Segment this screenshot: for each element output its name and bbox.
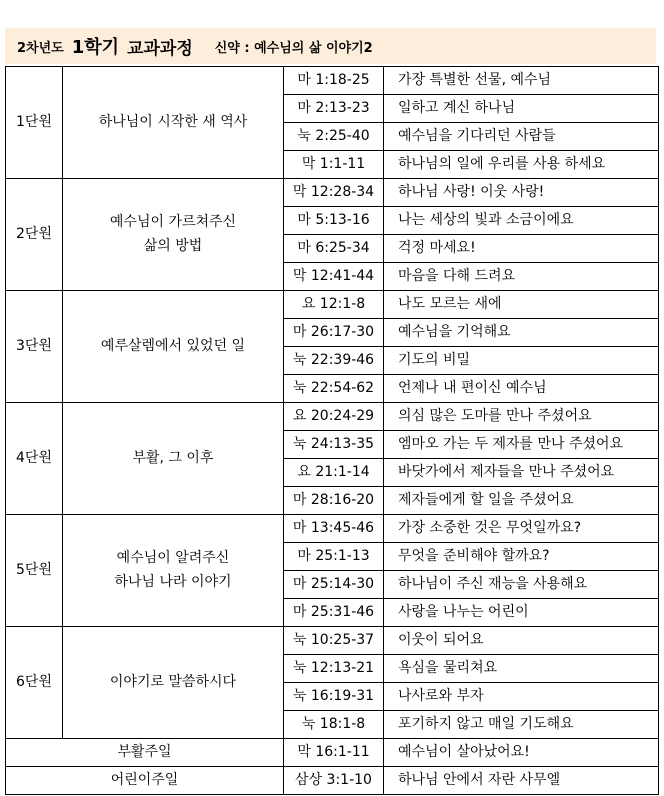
lesson-title: 하나님 안에서 자란 사무엘 xyxy=(384,767,659,795)
scripture-reference: 마 26:17-30 xyxy=(284,319,384,347)
lesson-title: 하나님의 일에 우리를 사용 하세요 xyxy=(384,151,659,179)
scripture-reference: 눅 10:25-37 xyxy=(284,627,384,655)
course-subtitle: 신약 : 예수님의 삶 이야기2 xyxy=(214,40,373,56)
unit-label: 1단원 xyxy=(6,67,63,179)
lesson-title: 가장 소중한 것은 무엇일까요? xyxy=(384,515,659,543)
term-label: 1학기 xyxy=(71,37,120,58)
scripture-reference: 눅 18:1-8 xyxy=(284,711,384,739)
scripture-reference: 요 20:24-29 xyxy=(284,403,384,431)
scripture-reference: 마 6:25-34 xyxy=(284,235,384,263)
lesson-title: 가장 특별한 선물, 예수님 xyxy=(384,67,659,95)
table-row xyxy=(6,515,659,543)
scripture-reference: 눅 22:39-46 xyxy=(284,347,384,375)
scripture-reference: 눅 16:19-31 xyxy=(284,683,384,711)
curriculum-table-body xyxy=(6,67,659,795)
lesson-title: 언제나 내 편이신 예수님 xyxy=(384,375,659,403)
lesson-title: 예수님이 살아났어요! xyxy=(384,739,659,767)
unit-title-line: 이야기로 말씀하시다 xyxy=(109,673,237,690)
lesson-title: 욕심을 물리쳐요 xyxy=(384,655,659,683)
lesson-title: 걱정 마세요! xyxy=(384,235,659,263)
lesson-title: 기도의 비밀 xyxy=(384,347,659,375)
lesson-title: 예수님을 기다리던 사람들 xyxy=(384,123,659,151)
scripture-reference: 막 1:1-11 xyxy=(284,151,384,179)
lesson-title: 하나님 사랑! 이웃 사랑! xyxy=(384,179,659,207)
table-row xyxy=(6,739,659,767)
unit-title xyxy=(63,515,284,627)
unit-label: 3단원 xyxy=(6,291,63,403)
unit-title xyxy=(63,67,284,179)
unit-title xyxy=(63,291,284,403)
lesson-title: 나도 모르는 새에 xyxy=(384,291,659,319)
unit-title xyxy=(63,179,284,291)
special-day-label: 어린이주일 xyxy=(6,767,284,795)
scripture-reference: 막 12:28-34 xyxy=(284,179,384,207)
unit-title xyxy=(63,627,284,739)
lesson-title: 무엇을 준비해야 할까요? xyxy=(384,543,659,571)
table-row xyxy=(6,403,659,431)
scripture-reference: 요 21:1-14 xyxy=(284,459,384,487)
scripture-reference: 마 28:16-20 xyxy=(284,487,384,515)
scripture-reference: 요 12:1-8 xyxy=(284,291,384,319)
lesson-title: 포기하지 않고 매일 기도해요 xyxy=(384,711,659,739)
unit-label: 4단원 xyxy=(6,403,63,515)
course-label: 교과과정 xyxy=(127,38,193,59)
scripture-reference: 눅 2:25-40 xyxy=(284,123,384,151)
scripture-reference: 마 1:18-25 xyxy=(284,67,384,95)
scripture-reference: 삼상 3:1-10 xyxy=(284,767,384,795)
lesson-title: 사랑을 나누는 어린이 xyxy=(384,599,659,627)
scripture-reference: 막 16:1-11 xyxy=(284,739,384,767)
scripture-reference: 눅 12:13-21 xyxy=(284,655,384,683)
lesson-title: 의심 많은 도마를 만나 주셨어요 xyxy=(384,403,659,431)
special-day-label: 부활주일 xyxy=(6,739,284,767)
unit-title-line: 삶의 방법 xyxy=(143,237,203,254)
scripture-reference: 마 25:31-46 xyxy=(284,599,384,627)
unit-title xyxy=(63,403,284,515)
scripture-reference: 마 13:45-46 xyxy=(284,515,384,543)
unit-title-line: 부활, 그 이후 xyxy=(132,449,214,466)
lesson-title: 제자들에게 할 일을 주셨어요 xyxy=(384,487,659,515)
lesson-title: 마음을 다해 드려요 xyxy=(384,263,659,291)
lesson-title: 일하고 계신 하나님 xyxy=(384,95,659,123)
lesson-title: 나사로와 부자 xyxy=(384,683,659,711)
lesson-title: 이웃이 되어요 xyxy=(384,627,659,655)
curriculum-table xyxy=(5,66,659,795)
unit-title-line: 하나님이 시작한 새 역사 xyxy=(98,113,248,130)
table-row xyxy=(6,179,659,207)
table-row xyxy=(6,67,659,95)
lesson-title: 나는 세상의 빛과 소금이에요 xyxy=(384,207,659,235)
scripture-reference: 마 25:14-30 xyxy=(284,571,384,599)
lesson-title: 바닷가에서 제자들을 만나 주셨어요 xyxy=(384,459,659,487)
table-row xyxy=(6,291,659,319)
curriculum-header xyxy=(5,28,656,64)
unit-label: 5단원 xyxy=(6,515,63,627)
unit-title-line: 예수님이 가르쳐주신 xyxy=(109,214,237,230)
scripture-reference: 막 12:41-44 xyxy=(284,263,384,291)
unit-title-line: 하나님 나라 이야기 xyxy=(114,573,232,590)
unit-title-line: 예수님이 알려주신 xyxy=(116,550,230,566)
year-label: 2차년도 xyxy=(17,40,64,56)
unit-label: 6단원 xyxy=(6,627,63,739)
table-row xyxy=(6,767,659,795)
scripture-reference: 마 25:1-13 xyxy=(284,543,384,571)
scripture-reference: 마 5:13-16 xyxy=(284,207,384,235)
lesson-title: 하나님이 주신 재능을 사용해요 xyxy=(384,571,659,599)
unit-label: 2단원 xyxy=(6,179,63,291)
unit-title-line: 예루살렘에서 있었던 일 xyxy=(100,337,246,354)
table-row xyxy=(6,627,659,655)
lesson-title: 엠마오 가는 두 제자를 만나 주셨어요 xyxy=(384,431,659,459)
scripture-reference: 마 2:13-23 xyxy=(284,95,384,123)
lesson-title: 예수님을 기억해요 xyxy=(384,319,659,347)
scripture-reference: 눅 22:54-62 xyxy=(284,375,384,403)
scripture-reference: 눅 24:13-35 xyxy=(284,431,384,459)
